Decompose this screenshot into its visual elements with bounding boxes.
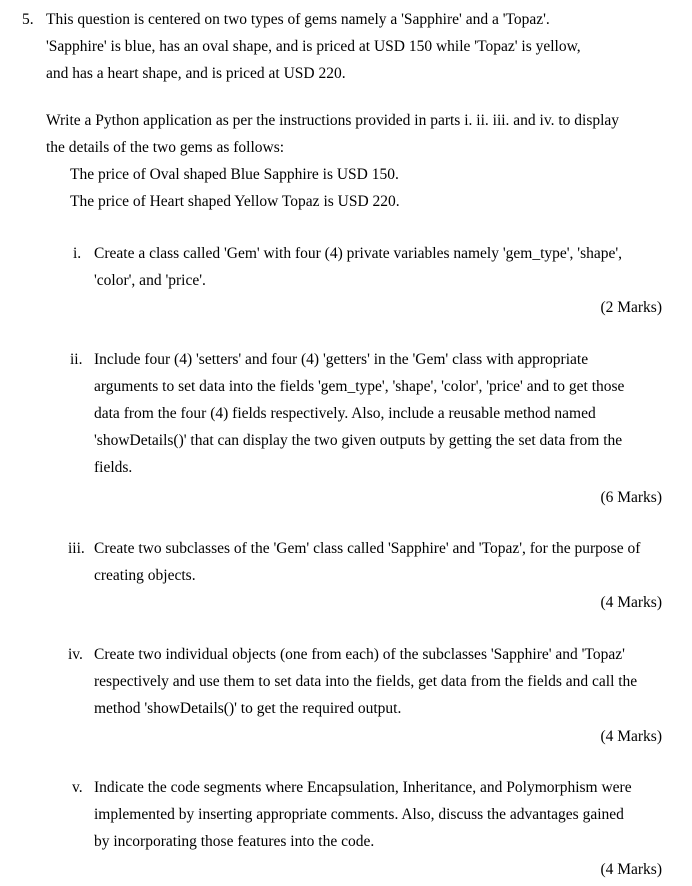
expected-output-line: The price of Oval shaped Blue Sapphire is USD 150. [70, 166, 399, 183]
part-text-line: data from the four (4) fields respectively. Also, include a reusable method named [94, 405, 596, 422]
part-marks: (2 Marks) [600, 299, 662, 316]
part-label: iv. [68, 646, 83, 663]
intro-line: 'Sapphire' is blue, has an oval shape, and is priced at USD 150 while 'Topaz' is yellow, [46, 38, 581, 55]
part-text-line: method 'showDetails()' to get the required output. [94, 700, 402, 717]
part-marks: (4 Marks) [600, 594, 662, 611]
part-label: v. [72, 779, 83, 796]
part-text-line: Create a class called 'Gem' with four (4) private variables namely 'gem_type', 'shape', [94, 245, 623, 262]
part-text-line: 'color', and 'price'. [94, 272, 206, 289]
part-text-line: fields. [94, 459, 133, 476]
expected-output-line: The price of Heart shaped Yellow Topaz is USD 220. [70, 193, 400, 210]
part-label: iii. [68, 540, 85, 557]
part-text-line: creating objects. [94, 567, 196, 584]
part-text-line: respectively and use them to set data into the fields, get data from the fields and call the [94, 673, 638, 690]
part-label: i. [73, 245, 82, 262]
part-label: ii. [70, 351, 83, 368]
part-text-line: Create two subclasses of the 'Gem' class called 'Sapphire' and 'Topaz', for the purpose of [94, 540, 641, 557]
intro-line: and has a heart shape, and is priced at USD 220. [46, 65, 346, 82]
part-marks: (4 Marks) [600, 728, 662, 745]
instruction-line: the details of the two gems as follows: [46, 139, 285, 156]
part-text-line: by incorporating those features into the code. [94, 833, 375, 850]
part-marks: (6 Marks) [600, 489, 662, 506]
part-text-line: arguments to set data into the fields 'gem_type', 'shape', 'color', 'price' and to get those [94, 378, 625, 395]
part-text-line: Include four (4) 'setters' and four (4) 'getters' in the 'Gem' class with appropriate [94, 351, 589, 368]
part-marks: (4 Marks) [600, 861, 662, 878]
part-text-line: Create two individual objects (one from each) of the subclasses 'Sapphire' and 'Topaz' [94, 646, 625, 663]
instruction-line: Write a Python application as per the instructions provided in parts i. ii. iii. and iv. to display [46, 112, 620, 129]
part-text-line: Indicate the code segments where Encapsulation, Inheritance, and Polymorphism were [94, 779, 632, 796]
part-text-line: 'showDetails()' that can display the two given outputs by getting the set data from the [94, 432, 623, 449]
intro-line: This question is centered on two types of gems namely a 'Sapphire' and a 'Topaz'. [46, 11, 550, 28]
question-number: 5. [22, 11, 34, 28]
part-text-line: implemented by inserting appropriate comments. Also, discuss the advantages gained [94, 806, 624, 823]
